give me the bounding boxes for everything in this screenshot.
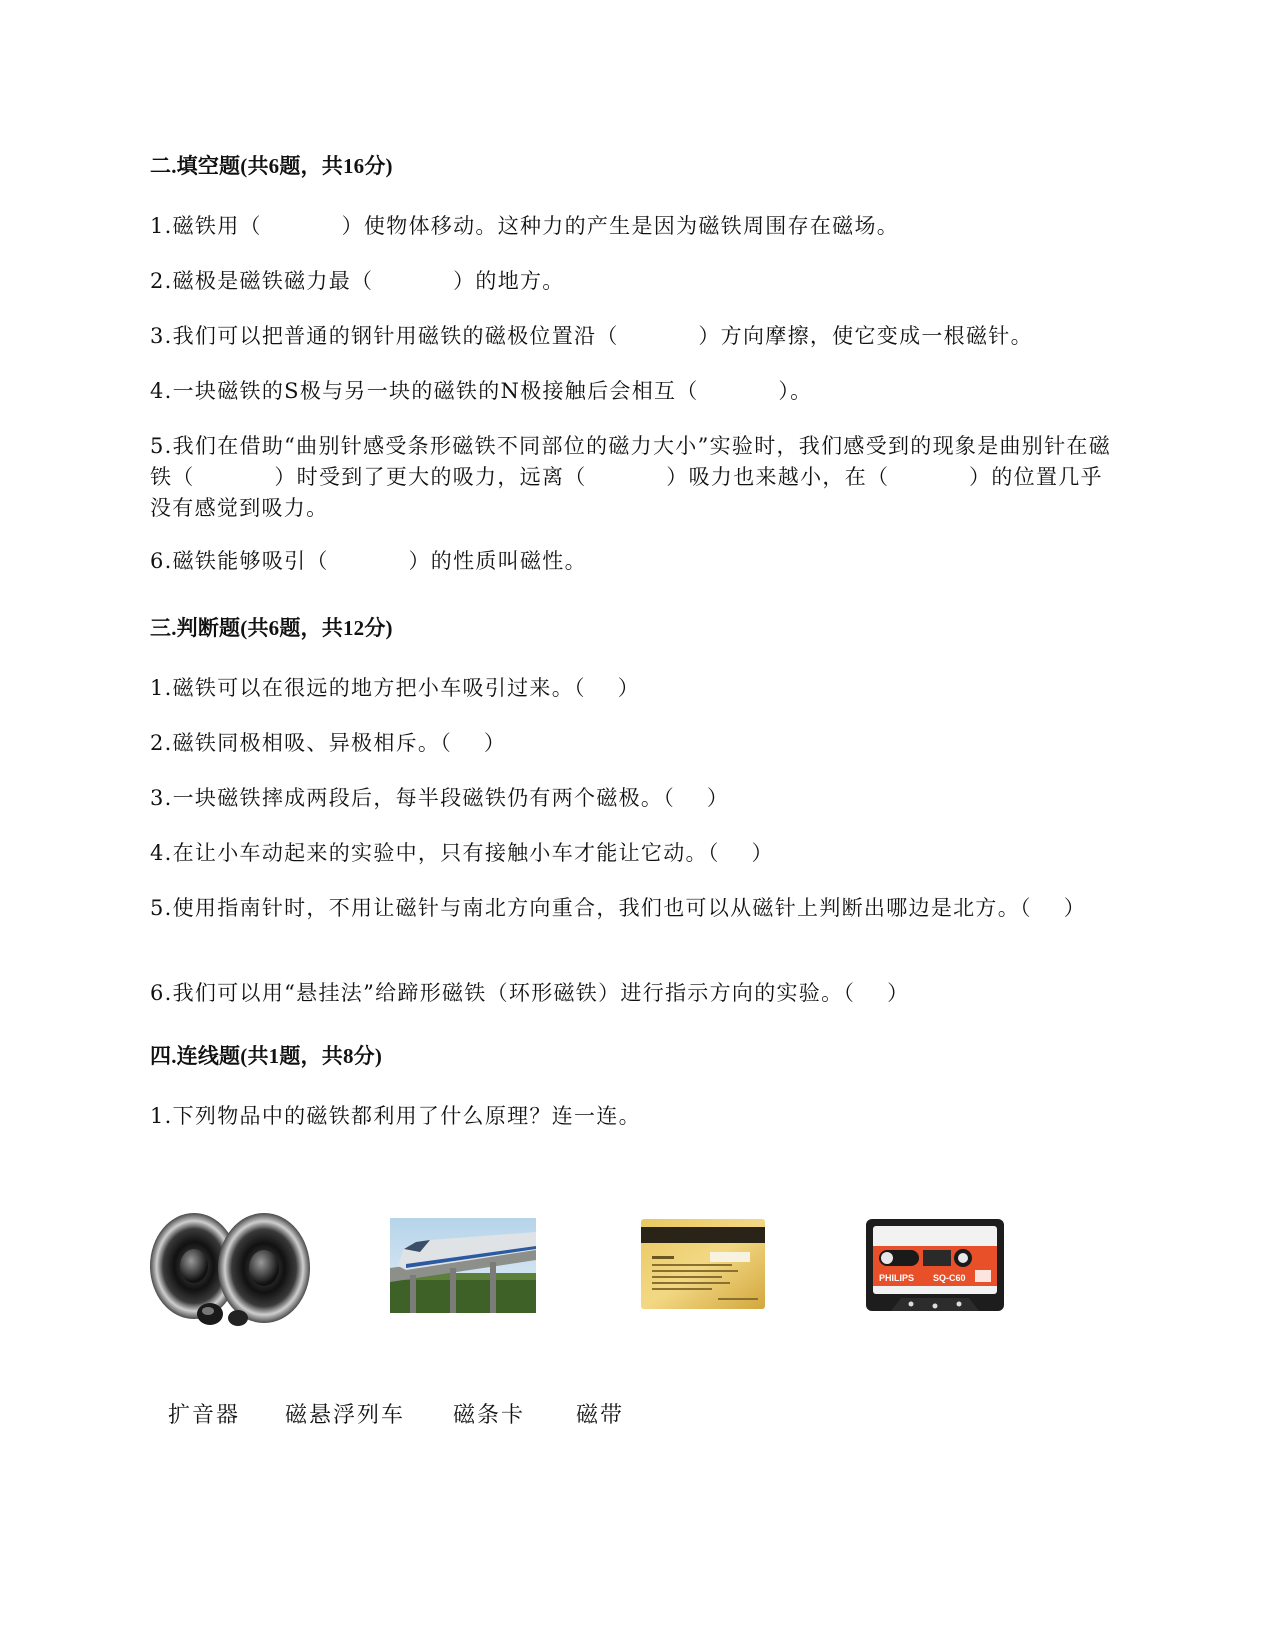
- label-speaker: 扩音器: [168, 1403, 241, 1428]
- judge-question-1: 1.磁铁可以在很远的地方把小车吸引过来。（ ）: [150, 676, 641, 700]
- judge-question-4: 4.在让小车动起来的实验中，只有接触小车才能让它动。（ ）: [150, 841, 774, 865]
- fill-question-5: 5.我们在借助“曲别针感受条形磁铁不同部位的磁力大小”实验时，我们感受到的现象是曲别针在磁铁（ ）时受到了更大的吸力，远离（ ）吸力也来越小，在（ ）的位置几乎没有感觉到吸力。: [150, 434, 1112, 520]
- fill-question-2: 2.磁极是磁铁磁力最（ ）的地方。: [150, 269, 565, 293]
- match-question-1: 1.下列物品中的磁铁都利用了什么原理？连一连。: [150, 1104, 641, 1128]
- fill-question-6: 6.磁铁能够吸引（ ）的性质叫磁性。: [150, 549, 587, 573]
- judge-question-3: 3.一块磁铁摔成两段后，每半段磁铁仍有两个磁极。（ ）: [150, 786, 730, 810]
- match-section-heading: 四.连线题(共1题，共8分): [150, 1044, 383, 1068]
- label-cassette-tape: 磁带: [576, 1403, 625, 1428]
- judge-question-5: 5.使用指南针时，不用让磁针与南北方向重合，我们也可以从磁针上判断出哪边是北方。（ ）: [150, 896, 1087, 920]
- fill-question-4: 4.一块磁铁的S极与另一块的磁铁的N极接触后会相互（ ）。: [150, 379, 813, 403]
- fill-question-1: 1.磁铁用（ ）使物体移动。这种力的产生是因为磁铁周围存在磁场。: [150, 214, 900, 238]
- speaker-picture: [148, 1210, 314, 1330]
- maglev-train-picture: [390, 1218, 536, 1313]
- cassette-brand-text: PHILIPS: [879, 1273, 915, 1283]
- label-magnetic-card: 磁条卡: [453, 1403, 526, 1428]
- magnetic-card-picture: [640, 1218, 766, 1310]
- fill-question-3: 3.我们可以把普通的钢针用磁铁的磁极位置沿（ ）方向摩擦，使它变成一根磁针。: [150, 324, 1033, 348]
- cassette-model-text: SQ-C60: [933, 1273, 966, 1283]
- cassette-tape-picture: [865, 1218, 1005, 1313]
- fill-section-heading: 二.填空题(共6题，共16分): [150, 154, 393, 178]
- label-maglev-train: 磁悬浮列车: [285, 1403, 406, 1428]
- judge-question-2: 2.磁铁同极相吸、异极相斥。（ ）: [150, 731, 507, 755]
- judge-section-heading: 三.判断题(共6题，共12分): [150, 616, 393, 640]
- judge-question-6: 6.我们可以用“悬挂法”给蹄形磁铁（环形磁铁）进行指示方向的实验。（ ）: [150, 981, 910, 1005]
